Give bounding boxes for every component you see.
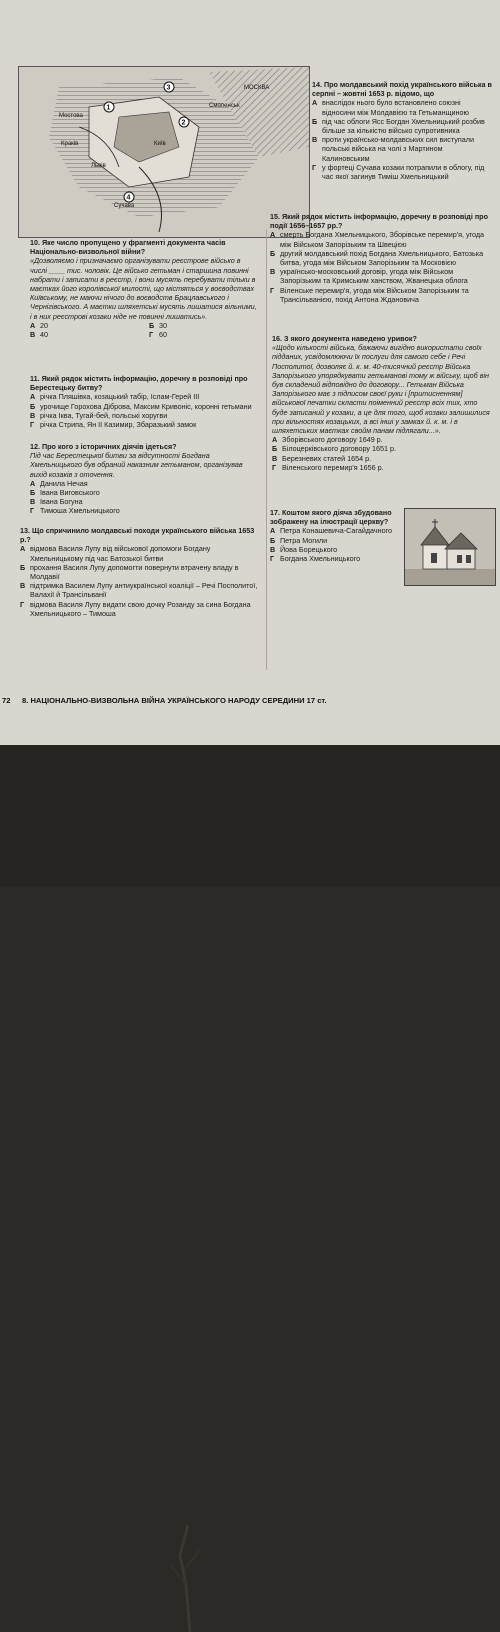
answer-option[interactable]: В проти українсько-молдавських сил виступали польські війська на чолі з Мартином Калиновським [312, 135, 474, 163]
question-title: 10. Яке число пропущено у фрагменті документа часів Національно-визвольної війни? [30, 238, 226, 257]
answer-option[interactable]: Г відмова Василя Лупу видати свою дочку Розанду за сина Богдана Хмельницького – Тимоша [20, 599, 251, 618]
answer-option[interactable]: А Зборівського договору 1649 р. [272, 435, 383, 445]
map-marker: 3 [166, 84, 171, 92]
answer-option[interactable]: Б під час облоги Ясс Богдан Хмельницький розбив більше за кількістю військо супротивника [312, 116, 485, 136]
question-title: 17. Коштом якого діяча збудовано зображену на ілюстрації церкву? [270, 508, 392, 527]
answer-option[interactable]: В річка Іква, Тугай-бей, польські хоругви [30, 410, 168, 420]
question-title: 16. З якого документа наведено уривок? [272, 334, 417, 343]
answer-option[interactable]: В Йова Борецького [270, 544, 338, 554]
textbook-page [0, 0, 500, 745]
question-13 [20, 526, 258, 618]
map-drawing [19, 67, 309, 237]
question-11 [30, 374, 258, 429]
answer-option[interactable]: В Березневих статей 1654 р. [272, 453, 372, 463]
answer-option[interactable]: Г Віленське перемир'я, угода між Військом Запорізьким та Трансільванією, похід Антона Ждановича [270, 285, 469, 304]
question-10 [30, 238, 258, 339]
map-label: Львів [91, 163, 106, 169]
answer-option[interactable]: А внаслідок нього було встановлено союзні відносини між Молдавією та Гетьманщиною [312, 98, 469, 117]
map-marker: 2 [181, 119, 186, 127]
question-17 [270, 508, 398, 563]
page-number: 72 [2, 696, 11, 705]
answer-option[interactable]: А Данила Нечая [30, 478, 88, 488]
answer-option[interactable]: Г Тимоша Хмельницького [30, 506, 120, 516]
answer-option[interactable]: В підтримка Василем Лупу антиукраїнської коаліції – Речі Посполитої, Валахії й Трансільванії [20, 581, 258, 600]
map-label: Мостова [59, 113, 83, 119]
question-title: 12. Про кого з історичних діячів ідеться? [30, 442, 177, 451]
question-12 [30, 442, 258, 516]
answer-option[interactable]: А Петра Конашевича-Сагайдачного [270, 526, 393, 536]
map-label: Краків [61, 141, 79, 147]
church-drawing [405, 509, 495, 585]
answer-option[interactable]: В українсько-московський договір, угода між Військом Запорізьким та Кримським ханством, Жванецька облога [270, 267, 468, 286]
answer-option[interactable]: Б прохання Василя Лупу допомогти повернути втрачену владу в Молдавії [20, 562, 239, 582]
answer-option[interactable]: Б урочище Горохова Діброва, Максим Кривоніс, коронні гетьмани [30, 401, 252, 411]
map-label: Київ [154, 141, 166, 147]
answer-option[interactable]: А смерть Богдана Хмельницького, Зборівське перемир'я, угода між Військом Запорізьким та Швецією [270, 230, 485, 249]
answer-option[interactable]: В 40 [30, 330, 48, 340]
map-marker: 1 [106, 104, 111, 112]
column-divider [266, 230, 267, 670]
map-label: МОСКВА [244, 85, 270, 91]
answer-option[interactable]: В Івана Богуна [30, 497, 83, 507]
section-title: 8. НАЦІОНАЛЬНО-ВИЗВОЛЬНА ВІЙНА УКРАЇНСЬКОГО НАРОДУ СЕРЕДИНИ 17 ст. [22, 696, 327, 705]
document-excerpt: «Дозволяємо і призначаємо організувати реєстрове військо в числі ____ тис. чоловік. Це військо гетьман і старшина повинні набрати і записати в реєстр, і вони мусять перебувати тільки в маєтках його королівської милості, що містяться у воєводствах Київському, не маючи нічого до воєводств Брацлавського і Чернігівського. А маєтки шляхетські мусять лишатися вільними, і в них реєстрові козаки ніде не повинні лишатись». [30, 256, 257, 321]
answer-option[interactable]: Б Білоцерківського договору 1651 р. [272, 444, 396, 454]
answer-option[interactable]: Б 30 [149, 320, 167, 330]
map-label: Смоленськ [209, 103, 240, 109]
answer-option[interactable]: Г у фортеці Сучава козаки потрапили в облогу, під час якої загинув Тиміш Хмельницький [312, 162, 485, 182]
question-15 [270, 212, 492, 304]
answer-option[interactable]: Б Івана Виговського [30, 488, 100, 498]
answer-option[interactable]: А річка Пляшівка, козацький табір, Іслам-Герей III [30, 392, 200, 402]
map-label: Сучава [114, 203, 135, 209]
question-16 [272, 334, 494, 472]
answer-option[interactable]: Г 60 [149, 330, 167, 340]
dark-background [0, 745, 500, 887]
question-title: 11. Який рядок містить інформацію, доречну в розповіді про Берестецьку битву? [30, 374, 248, 393]
map-marker: 4 [126, 194, 131, 202]
question-text: Під час Берестецької битви за відсутності Богдана Хмельницького був обраний наказним гетьманом, організував вихід козаків з оточення. [30, 451, 243, 479]
answer-option[interactable]: Г Богдана Хмельницького [270, 554, 361, 564]
answer-option[interactable]: Б Петра Могили [270, 535, 328, 545]
church-illustration [404, 508, 496, 586]
answer-option[interactable]: Б другий молдавський похід Богдана Хмельницького, Батозька битва, угода між Військом Запорізьким та Московією [270, 248, 484, 268]
answer-option[interactable]: А відмова Василя Лупу від військової допомоги Богдану Хмельницькому під час Батозької битви [20, 544, 211, 563]
question-title: 13. Що спричинило молдавські походи українського війська 1653 р.? [20, 526, 255, 545]
question-title: 14. Про молдавський похід українського війська в серпні – жовтні 1653 р. відомо, що [312, 80, 492, 99]
historical-map [18, 66, 310, 238]
question-14 [312, 80, 492, 181]
document-excerpt: «Щодо кількості війська, бажаючи вигідно використати своїх підданих, усвідомлюючи їх послуги для самого себе і Речі Посполитої, дозволяє й. к. м. 40-тисячний реєстр Війська Запорізького упорядкувати гетьманові тому ж війську, щоб він був складений відповідно до договору... Гетьман Війська Запорізького має з підписом своєї руки і [притисненням] військової печатки скласти поіменний реєстр всіх тих, хто буде записаний у козаки, а це для того, щоб козаки залишилися при вільностях козацьких, а всі інші у замках й. к. м. і в шляхетських маєтках свойм панам підлягали...». [272, 343, 490, 436]
page-footer [0, 694, 500, 708]
straw-shadow [160, 1515, 220, 1632]
answer-option[interactable]: Г річка Стрипа, Ян II Казимир, Збаразький замок [30, 420, 197, 430]
answer-option[interactable]: А 20 [30, 320, 48, 330]
answer-option[interactable]: Г Віленського перемир'я 1656 р. [272, 462, 384, 472]
question-title: 15. Який рядок містить інформацію, доречну в розповіді про події 1656–1657 рр.? [270, 212, 488, 231]
